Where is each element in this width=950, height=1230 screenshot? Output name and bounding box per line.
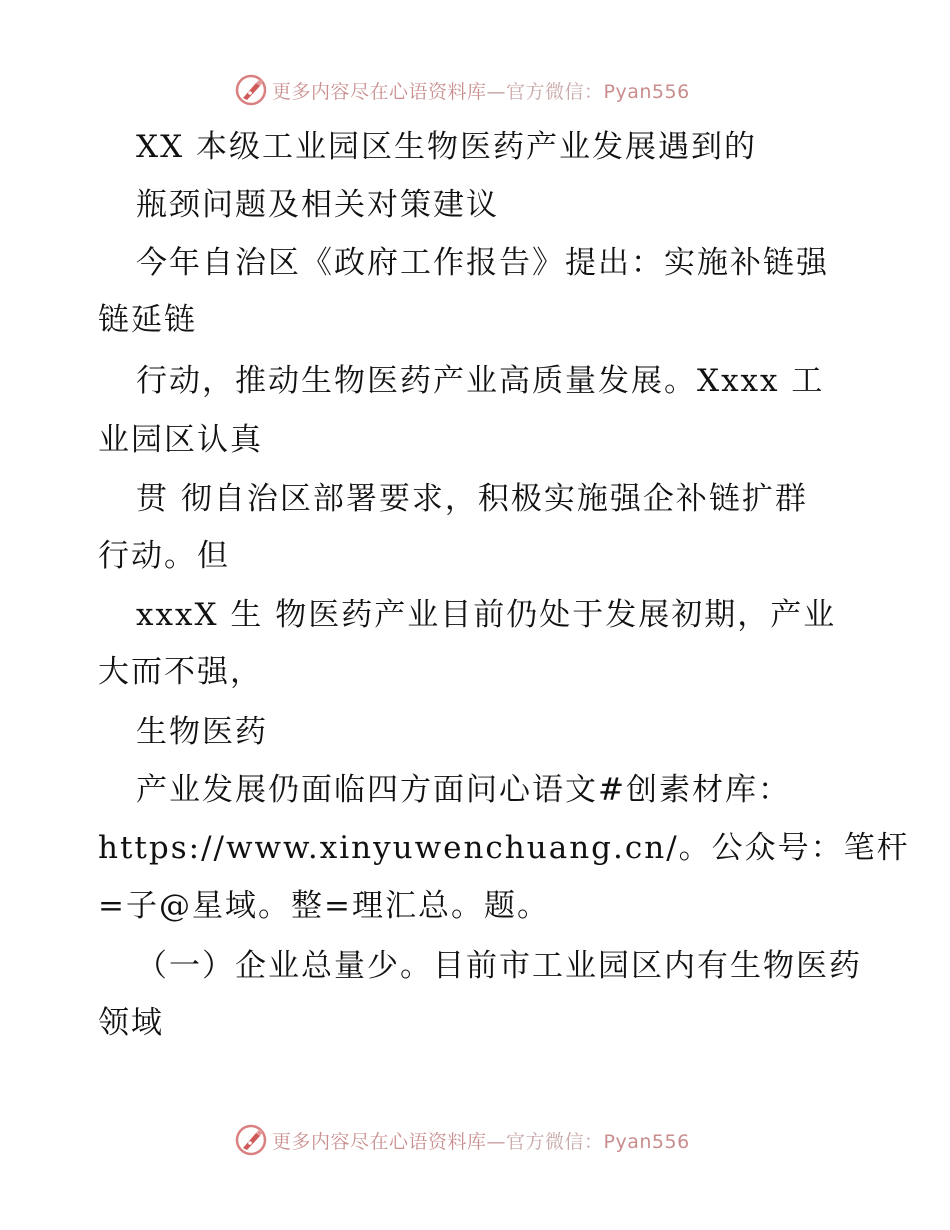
body-text-line: 链延链 <box>98 302 197 338</box>
body-text-line: 今年自治区《政府工作报告》提出：实施补链强 <box>136 245 829 281</box>
document-title-line-2: 瓶颈问题及相关对策建议 <box>136 187 499 223</box>
watermark-contact-label: 官方微信： <box>506 80 604 103</box>
watermark-text <box>272 77 690 104</box>
body-text-line: 产业发展仍面临四方面问心语文#创素材库： <box>136 772 791 808</box>
body-text-line: 大而不强， <box>98 654 263 690</box>
body-text-line: https://www.xinyuwenchuang.cn/。公众号：笔杆 <box>98 830 910 866</box>
body-text-line: 领域 <box>98 1005 164 1041</box>
body-text-line: （一）企业总量少。目前市工业园区内有生物医药 <box>136 948 862 984</box>
watermark-banner-bottom <box>234 1122 754 1158</box>
watermark-banner-top <box>234 72 754 108</box>
watermark-contact-id: Pyan556 <box>603 1130 690 1153</box>
watermark-text <box>272 1127 690 1154</box>
body-text-line: 生物医药 <box>136 714 268 750</box>
document-title-line-1: XX 本级工业园区生物医药产业发展遇到的 <box>136 129 757 165</box>
watermark-contact-label: 官方微信： <box>506 1130 604 1153</box>
body-text-line: 贯 彻自治区部署要求，积极实施强企补链扩群 <box>136 481 808 517</box>
watermark-separator: — <box>486 1130 507 1153</box>
watermark-separator: — <box>486 80 507 103</box>
watermark-contact-id: Pyan556 <box>603 80 690 103</box>
watermark-title: 更多内容尽在心语资料库 <box>272 1130 487 1153</box>
body-text-line: xxxX 生 物医药产业目前仍处于发展初期，产业 <box>136 597 837 633</box>
body-text-line: 行动。但 <box>98 538 230 574</box>
watermark-title: 更多内容尽在心语资料库 <box>272 80 487 103</box>
pen-nib-logo-icon <box>234 1123 268 1157</box>
body-text-line: 行动，推动生物医药产业高质量发展。Xxxx 工 <box>136 363 825 399</box>
pen-nib-logo-icon <box>234 73 268 107</box>
body-text-line: 业园区认真 <box>98 422 263 458</box>
body-text-line: =子@星域。整=理汇总。题。 <box>98 888 550 924</box>
